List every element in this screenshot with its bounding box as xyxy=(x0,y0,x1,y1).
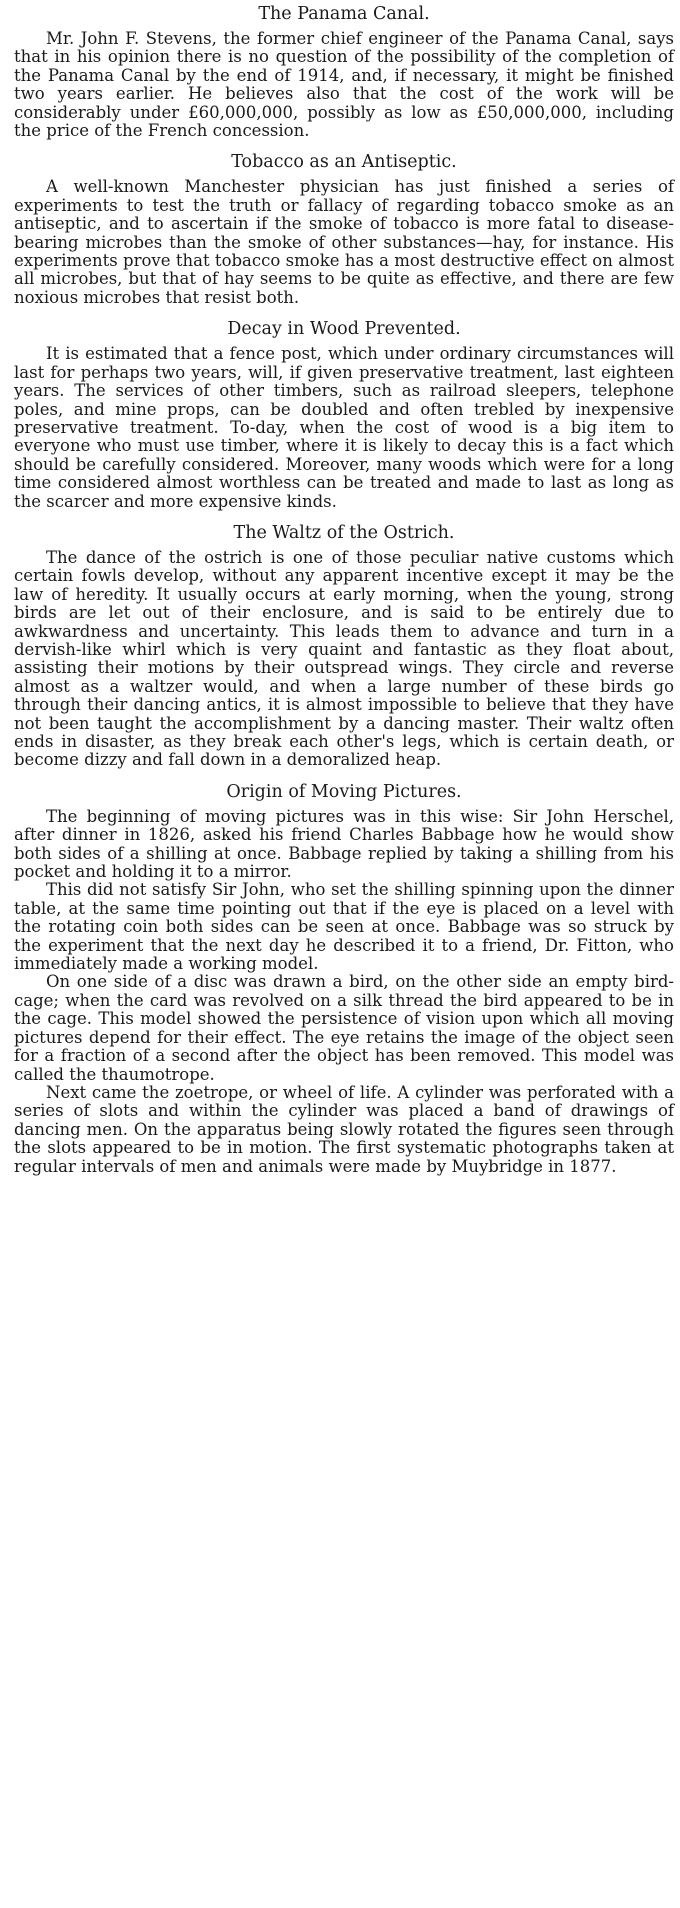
article-paragraph: A well-known Manchester physician has just finished a series of experiments to test the truth or fallacy of regarding tobacco smoke as an antiseptic, and to ascertain if the smoke of tobacco is more fatal to disease-bearing microbes than the smoke of other substances—hay, for instance. His experiments prove that tobacco smoke has a most destructive effect on almost all microbes, but that of hay seems to be quite as effective, and there are few noxious microbes that resist both. xyxy=(14,177,674,307)
article-panama-canal xyxy=(14,4,674,140)
article-tobacco-antiseptic xyxy=(14,152,674,307)
article-heading: Tobacco as an Antiseptic. xyxy=(231,152,457,173)
article-heading: The Waltz of the Ostrich. xyxy=(233,522,455,543)
article-decay-in-wood xyxy=(14,319,674,511)
article-paragraph: The dance of the ostrich is one of those peculiar native customs which certain fowls develop, without any apparent incentive except it may be the law of heredity. It usually occurs at early morning, when the young, strong birds are let out of their enclosure, and is said to be entirely due to awkwardness and uncertainty. This leads them to advance and turn in a dervish-like whirl which is very quaint and fantastic as they float about, assisting their motions by their outspread wings. They circle and reverse almost as a waltzer would, and when a large number of these birds go through their dancing antics, it is almost impossible to believe that they have not been taught the accomplishment by a dancing master. Their waltz often ends in disaster, as they break each other's legs, which is certain death, or become dizzy and fall down in a demoralized heap. xyxy=(14,547,674,770)
article-heading: Origin of Moving Pictures. xyxy=(226,781,462,802)
article-waltz-of-ostrich xyxy=(14,523,674,770)
article-paragraph: Mr. John F. Stevens, the former chief engineer of the Panama Canal, says that in his opinion there is no question of the possibility of the completion of the Panama Canal by the end of 1914, and, if necessary, it might be finished two years earlier. He believes also that the cost of the work will be considerably under £60,000,000, possibly as low as £50,000,000, including the price of the French concession. xyxy=(14,29,674,141)
article-paragraph: On one side of a disc was drawn a bird, on the other side an empty bird-cage; when the card was revolved on a silk thread the bird appeared to be in the cage. This model showed the persistence of vision upon which all moving pictures depend for their effect. The eye retains the image of the object seen for a fraction of a second after the object has been removed. This model was called the thaumotrope. xyxy=(14,972,674,1084)
article-paragraph: The beginning of moving pictures was in this wise: Sir John Herschel, after dinner in 1826, asked his friend Charles Babbage how he would show both sides of a shilling at once. Babbage replied by taking a shilling from his pocket and holding it to a mirror. xyxy=(14,806,674,882)
article-paragraph: It is estimated that a fence post, which under ordinary circumstances will last for perhaps two years, will, if given preservative treatment, last eighteen years. The services of other timbers, such as railroad sleepers, telephone poles, and mine props, can be doubled and often trebled by inexpensive preservative treatment. To-day, when the cost of wood is a big item to everyone who must use timber, where it is likely to decay this is a fact which should be carefully considered. Moreover, many woods which were for a long time considered almost worthless can be treated and made to last as long as the scarcer and more expensive kinds. xyxy=(14,344,674,511)
article-heading: Decay in Wood Prevented. xyxy=(227,319,461,340)
article-paragraph: Next came the zoetrope, or wheel of life. A cylinder was perforated with a series of slots and within the cylinder was placed a band of drawings of dancing men. On the apparatus being slowly rotated the figures seen through the slots appeared to be in motion. The first systematic photographs taken at regular intervals of men and animals were made by Muybridge in 1877. xyxy=(14,1082,674,1176)
article-moving-pictures xyxy=(14,782,674,1176)
article-heading: The Panama Canal. xyxy=(258,4,430,24)
article-paragraph: This did not satisfy Sir John, who set the shilling spinning upon the dinner table, at the same time pointing out that if the eye is placed on a level with the rotating coin both sides can be seen at once. Babbage was so struck by the experiment that the next day he described it to a friend, Dr. Fitton, who immediately made a working model. xyxy=(14,880,674,974)
